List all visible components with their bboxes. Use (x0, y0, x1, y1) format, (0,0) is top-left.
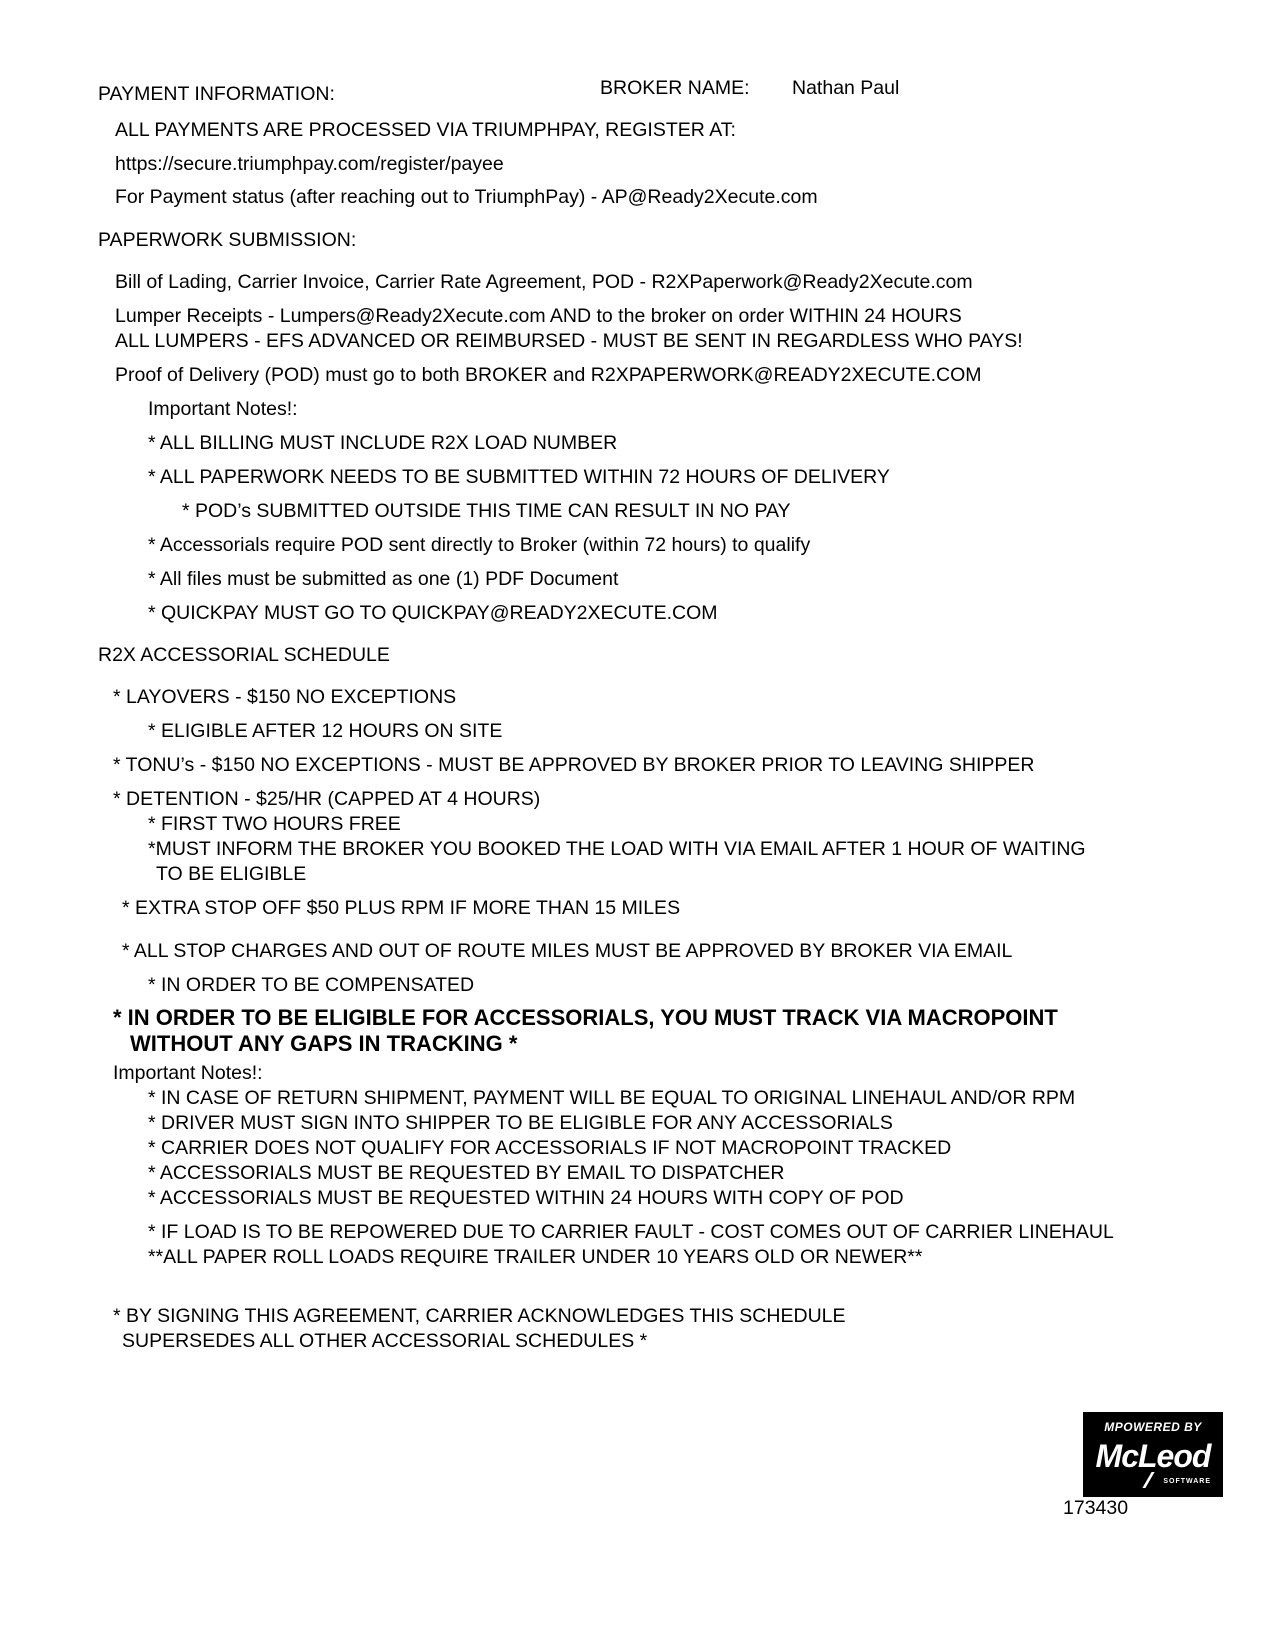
accessorial-heading: R2X ACCESSORIAL SCHEDULE (98, 644, 390, 666)
detention-sub-1: * FIRST TWO HOURS FREE (148, 813, 401, 835)
paperwork-note: * ALL PAPERWORK NEEDS TO BE SUBMITTED WITHIN 72 HOURS OF DELIVERY (148, 466, 890, 488)
layovers-sub: * ELIGIBLE AFTER 12 HOURS ON SITE (148, 720, 503, 742)
layovers-line: * LAYOVERS - $150 NO EXCEPTIONS (113, 686, 457, 708)
paperwork-line-4: Proof of Delivery (POD) must go to both BROKER and R2XPAPERWORK@READY2XECUTE.COM (115, 364, 982, 386)
accessorial-note: * IF LOAD IS TO BE REPOWERED DUE TO CARRIER FAULT - COST COMES OUT OF CARRIER LINEHAUL (148, 1221, 1114, 1243)
detention-sub-2b: TO BE ELIGIBLE (156, 863, 307, 885)
stop-charges-line: * ALL STOP CHARGES AND OUT OF ROUTE MILES MUST BE APPROVED BY BROKER VIA EMAIL (122, 940, 1013, 962)
accessorial-notes-heading: Important Notes!: (113, 1062, 263, 1084)
signing-line-2: SUPERSEDES ALL OTHER ACCESSORIAL SCHEDULES * (122, 1330, 648, 1352)
paperwork-note: * All files must be submitted as one (1) PDF Document (148, 568, 619, 590)
document-number: 173430 (1063, 1497, 1129, 1519)
paperwork-line-2: Lumper Receipts - Lumpers@Ready2Xecute.com AND to the broker on order WITHIN 24 HOURS (115, 305, 962, 327)
payment-info-heading: PAYMENT INFORMATION: (98, 83, 335, 105)
extra-stop-line: * EXTRA STOP OFF $50 PLUS RPM IF MORE THAN 15 MILES (122, 897, 681, 919)
accessorial-note: * DRIVER MUST SIGN INTO SHIPPER TO BE ELIGIBLE FOR ANY ACCESSORIALS (148, 1112, 893, 1134)
macropoint-line-2: WITHOUT ANY GAPS IN TRACKING * (130, 1031, 518, 1056)
accessorial-note: **ALL PAPER ROLL LOADS REQUIRE TRAILER UNDER 10 YEARS OLD OR NEWER** (148, 1246, 923, 1268)
broker-label: BROKER NAME: (600, 77, 750, 99)
signing-line-1: * BY SIGNING THIS AGREEMENT, CARRIER ACKNOWLEDGES THIS SCHEDULE (113, 1305, 846, 1327)
paperwork-note: * ALL BILLING MUST INCLUDE R2X LOAD NUMBER (148, 432, 618, 454)
tonu-line: * TONU’s - $150 NO EXCEPTIONS - MUST BE APPROVED BY BROKER PRIOR TO LEAVING SHIPPER (113, 754, 1035, 776)
payment-register-url: https://secure.triumphpay.com/register/payee (115, 153, 504, 175)
payment-status-line: For Payment status (after reaching out to TriumphPay) - AP@Ready2Xecute.com (115, 186, 818, 208)
detention-sub-2a: *MUST INFORM THE BROKER YOU BOOKED THE LOAD WITH VIA EMAIL AFTER 1 HOUR OF WAITING (148, 838, 1086, 860)
detention-line: * DETENTION - $25/HR (CAPPED AT 4 HOURS) (113, 788, 541, 810)
accessorial-note: * CARRIER DOES NOT QUALIFY FOR ACCESSORIALS IF NOT MACROPOINT TRACKED (148, 1137, 952, 1159)
accessorial-note: * ACCESSORIALS MUST BE REQUESTED WITHIN 24 HOURS WITH COPY OF POD (148, 1187, 904, 1209)
paperwork-note: * POD’s SUBMITTED OUTSIDE THIS TIME CAN RESULT IN NO PAY (182, 500, 791, 522)
macropoint-line-1: * IN ORDER TO BE ELIGIBLE FOR ACCESSORIALS, YOU MUST TRACK VIA MACROPOINT (113, 1005, 1058, 1030)
paperwork-notes-heading: Important Notes!: (148, 398, 298, 420)
logo-tagline: MPOWERED BY (1104, 1420, 1202, 1434)
paperwork-note: * QUICKPAY MUST GO TO QUICKPAY@READY2XECUTE.COM (148, 602, 718, 624)
logo-wordmark: McLeod (1095, 1438, 1211, 1474)
logo-subtext: SOFTWARE (1163, 1478, 1211, 1485)
mcleod-logo (1083, 1412, 1223, 1497)
broker-name: Nathan Paul (792, 77, 900, 99)
payment-line-1: ALL PAYMENTS ARE PROCESSED VIA TRIUMPHPAY, REGISTER AT: (115, 119, 736, 141)
accessorial-note: * ACCESSORIALS MUST BE REQUESTED BY EMAIL TO DISPATCHER (148, 1162, 785, 1184)
paperwork-heading: PAPERWORK SUBMISSION: (98, 229, 357, 251)
paperwork-line-3: ALL LUMPERS - EFS ADVANCED OR REIMBURSED - MUST BE SENT IN REGARDLESS WHO PAYS! (115, 330, 1023, 352)
paperwork-line-1: Bill of Lading, Carrier Invoice, Carrier Rate Agreement, POD - R2XPaperwork@Ready2Xecute.com (115, 271, 973, 293)
accessorial-note: * IN CASE OF RETURN SHIPMENT, PAYMENT WILL BE EQUAL TO ORIGINAL LINEHAUL AND/OR RPM (148, 1087, 1076, 1109)
stop-charges-sub: * IN ORDER TO BE COMPENSATED (148, 974, 475, 996)
paperwork-note: * Accessorials require POD sent directly to Broker (within 72 hours) to qualify (148, 534, 811, 556)
